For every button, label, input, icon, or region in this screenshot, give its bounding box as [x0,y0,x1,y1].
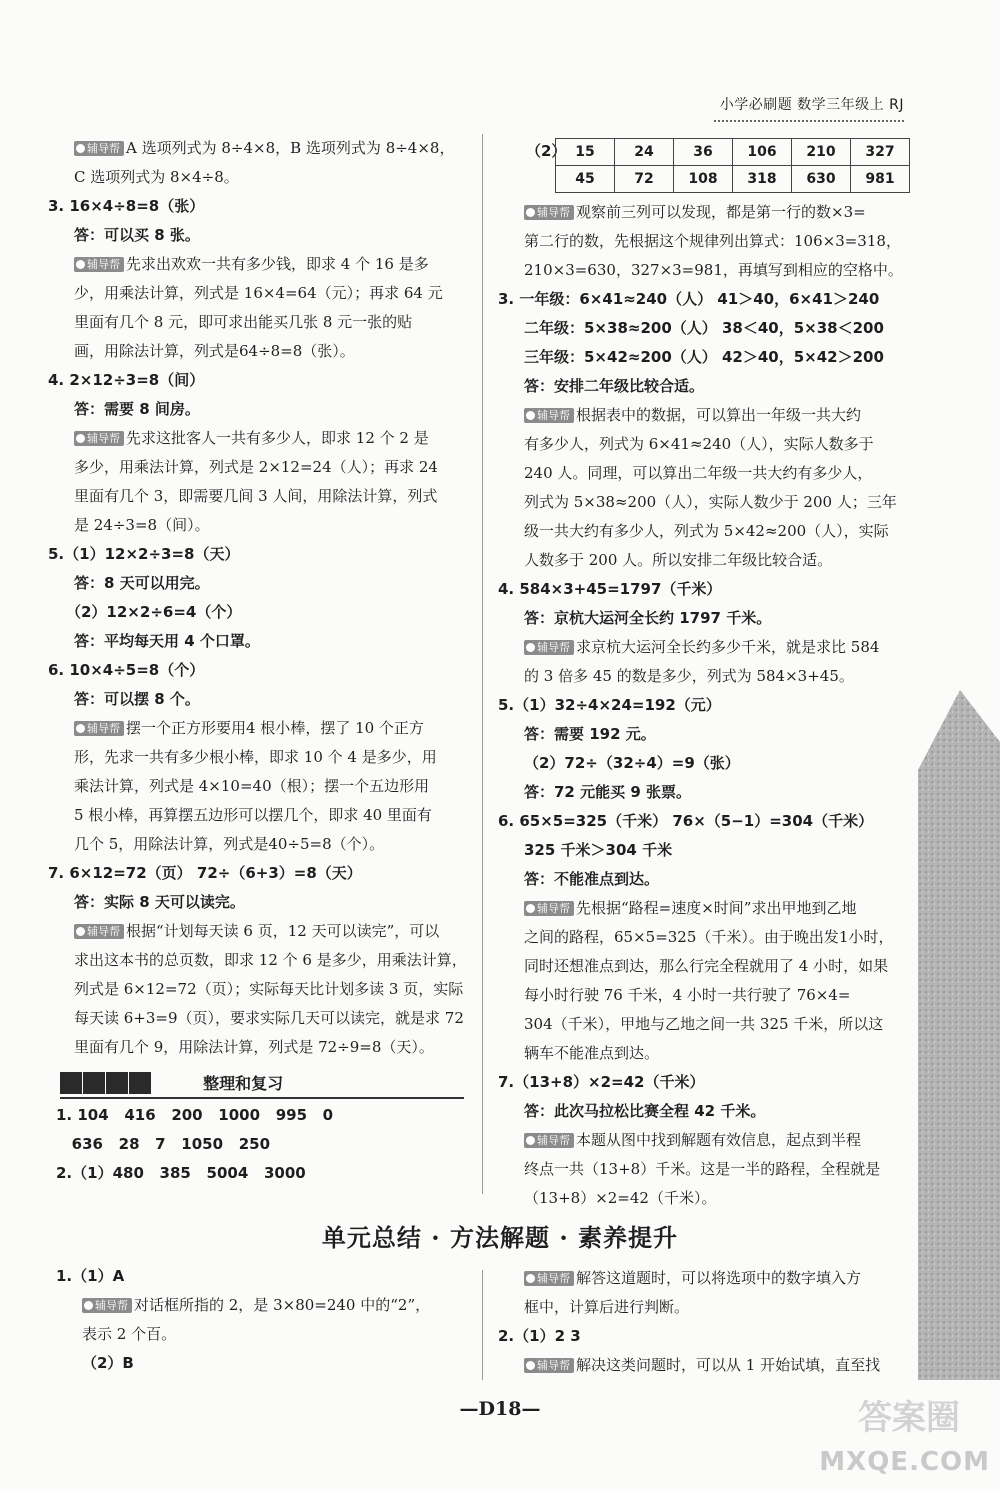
section-block-icon [83,1072,105,1094]
answer-line [498,604,910,633]
tutor-badge [524,408,574,423]
explanation-line [48,975,468,1004]
answer-line [48,656,468,685]
header-dotted-rule [714,120,904,122]
line-text: 乘法计算，列式是 4×10=40（根）；摆一个五边形用 [74,777,430,795]
line-text: 答：安排二年级比较合适。 [524,377,705,395]
tutor-badge [524,205,574,220]
line-text: 答：此次马拉松比赛全程 42 千米。 [524,1102,766,1120]
line-text: 之间的路程，65×5=325（千米）。由于晚出发1小时， [524,928,894,946]
section-rule [60,1097,464,1099]
explanation-line [498,227,910,256]
tutor-badge-label: 辅导帮 [537,1134,570,1147]
answer-line [498,778,910,807]
line-text: 列式为 5×38≈200（人），实际人数少于 200 人；三年 [524,493,897,511]
line-text: 3. 一年级：6×41≈240（人） 41＞40，6×41＞240 [498,290,880,308]
explanation-line [498,1039,910,1068]
tutor-badge-label: 辅导帮 [537,206,570,219]
explanation-line [48,830,468,859]
review-line: 1. 104 416 200 1000 995 0 [56,1106,334,1124]
line-text: C 选项列式为 8×4÷8。 [74,168,239,186]
answer-line [498,749,910,778]
line-text: 辆车不能准点到达。 [524,1044,660,1062]
answer-line [498,314,910,343]
tutor-badge [74,141,124,156]
line-text: 答：不能准点到达。 [524,870,660,888]
explanation-line [48,482,468,511]
explanation-line [48,511,468,540]
answer-line [48,366,468,395]
table-cell: 630 [792,166,851,193]
answer-line [48,888,468,917]
answer-line [498,1322,910,1351]
tutor-badge-label: 辅导帮 [537,641,570,654]
line-text: （2）12×2÷6=4（个） [66,603,242,621]
table-cell: 24 [615,139,674,166]
section-block-icon [60,1072,82,1094]
explanation-line [48,424,468,453]
answer-line [498,1097,910,1126]
line-text: 答：可以摆 8 个。 [74,690,200,708]
answer-line [498,691,910,720]
table-label: （2） [526,142,567,160]
line-text: 少，用乘法计算，列式是 16×4=64（元）；再求 64 元 [74,284,443,302]
line-text: 人数多于 200 人。所以安排二年级比较合适。 [524,551,833,569]
line-text: A 选项列式为 8÷4×8，B 选项列式为 8÷4×8， [126,139,455,157]
column-divider [482,134,483,1194]
explanation-line [498,952,910,981]
tutor-badge [82,1298,132,1313]
table-cell: 72 [615,166,674,193]
line-text: 答：可以买 8 张。 [74,226,200,244]
line-text: 答：需要 192 元。 [524,725,656,743]
table-cell: 36 [674,139,733,166]
line-text: 级一共大约有多少人，列式为 5×42≈200（人），实际 [524,522,889,540]
answer-line [498,285,910,314]
explanation-line [48,250,468,279]
answer-line [498,343,910,372]
tutor-badge-label: 辅导帮 [537,409,570,422]
line-text: 5.（1）32÷4×24=192（元） [498,696,721,714]
line-text: 每小时行驶 76 千米，4 小时一共行驶了 76×4= [524,986,851,1004]
bulb-icon [526,904,535,913]
line-text: 先求出欢欢一共有多少钱，即求 4 个 16 是多 [126,255,429,273]
line-text: 答：8 天可以用完。 [74,574,210,592]
tutor-badge-label: 辅导帮 [87,722,120,735]
answer-line [498,807,910,836]
table-row [556,166,910,193]
explanation-line [48,163,468,192]
answer-line [498,836,910,865]
answer-line [48,221,468,250]
bulb-icon [526,1361,535,1370]
answer-line [48,540,468,569]
tutor-badge [74,924,124,939]
table-cell: 108 [674,166,733,193]
line-text: 多少，用乘法计算，列式是 2×12=24（人）；再求 24 [74,458,438,476]
bulb-icon [76,927,85,936]
line-text: 答：实际 8 天可以读完。 [74,893,245,911]
line-text: 每天读 6+3=9（页），要求实际几天可以读完，就是求 72 [74,1009,464,1027]
answer-line [48,569,468,598]
line-text: 6. 65×5=325（千米） 76×（5−1）=304（千米） [498,812,874,830]
answer-line [48,627,468,656]
line-text: 摆一个正方形要用4 根小棒，摆了 10 个正方 [126,719,424,737]
line-text: 求京杭大运河全长约多少千米，就是求比 584 [576,638,880,656]
line-text: 求出这本书的总页数，即求 12 个 6 是多少，用乘法计算， [74,951,467,969]
line-text: 304（千米），甲地与乙地之间一共 325 千米，所以这 [524,1015,884,1033]
review-answers [56,1101,333,1188]
explanation-line [48,134,468,163]
bulb-icon [526,411,535,420]
explanation-line [48,279,468,308]
explanation-line [498,459,910,488]
line-text: 解决这类问题时，可以从 1 开始试填，直至找 [576,1356,881,1374]
tutor-badge-label: 辅导帮 [537,1359,570,1372]
explanation-line [498,517,910,546]
explanation-line [48,801,468,830]
line-text: （2）72÷（32÷4）=9（张） [524,754,740,772]
line-text: 210×3=630，327×3=981，再填写到相应的空格中。 [524,261,903,279]
line-text: 是 24÷3=8（间）。 [74,516,210,534]
explanation-line [498,1264,910,1293]
table-cell: 318 [733,166,792,193]
table-cell: 106 [733,139,792,166]
explanation-line [56,1291,476,1320]
line-text: 答：72 元能买 9 张票。 [524,783,691,801]
line-text: 5.（1）12×2÷3=8（天） [48,545,240,563]
line-text: 答：平均每天用 4 个口罩。 [74,632,260,650]
tutor-badge-label: 辅导帮 [87,258,120,271]
line-text: 第二行的数，先根据这个规律列出算式：106×3=318， [524,232,901,250]
bulb-icon [526,1274,535,1283]
line-text: 2.（1）2 3 [498,1327,581,1345]
section-block-icon [129,1072,151,1094]
explanation-line [48,714,468,743]
line-text: 终点一共（13+8）千米。这是一半的路程，全程就是 [524,1160,881,1178]
unit-summary-title: 单元总结 · 方法解题 · 素养提升 [321,1223,679,1252]
explanation-line [48,453,468,482]
bulb-icon [76,260,85,269]
explanation-line [48,772,468,801]
explanation-line [498,256,910,285]
line-text: 7.（13+8）×2=42（千米） [498,1073,705,1091]
tutor-badge-label: 辅导帮 [87,432,120,445]
line-text: 5 根小棒，再算摆五边形可以摆几个，即求 40 里面有 [74,806,432,824]
line-text: 解答这道题时，可以将选项中的数字填入方 [576,1269,862,1287]
explanation-line [48,917,468,946]
line-text: 列式是 6×12=72（页）；实际每天比计划多读 3 页，实际 [74,980,464,998]
line-text: 答：需要 8 间房。 [74,400,200,418]
tutor-badge [524,1133,574,1148]
tutor-badge [524,901,574,916]
line-text: 表示 2 个百。 [82,1325,177,1343]
explanation-line [48,337,468,366]
line-text: 本题从图中找到解题有效信息，起点到半程 [576,1131,862,1149]
answer-line [498,720,910,749]
tutor-badge [524,1358,574,1373]
tutor-badge [74,431,124,446]
right-column [498,198,910,1213]
line-text: 7. 6×12=72（页） 72÷（6+3）=8（天） [48,864,362,882]
line-text: 的 3 倍多 45 的数是多少，列式为 584×3+45。 [524,667,854,685]
line-text: 4. 584×3+45=1797（千米） [498,580,722,598]
explanation-line [48,1033,468,1062]
answer-line [48,685,468,714]
explanation-line [498,633,910,662]
explanation-line [498,662,910,691]
answer-line [48,192,468,221]
explanation-line [498,1184,910,1213]
answer-line [56,1262,476,1291]
line-text: 形，先求一共有多少根小棒，即求 10 个 4 是多少，用 [74,748,437,766]
bulb-icon [76,724,85,733]
bottom-left-column [56,1262,476,1378]
table-cell: 210 [792,139,851,166]
answer-line [498,865,910,894]
line-text: 画，用除法计算，列式是64÷8=8（张）。 [74,342,355,360]
explanation-line [498,198,910,227]
line-text: （13+8）×2=42（千米）。 [524,1189,717,1207]
tutor-badge-label: 辅导帮 [95,1299,128,1312]
explanation-line [498,923,910,952]
page-number: —D18— [459,1398,541,1420]
bulb-icon [76,144,85,153]
line-text: （2）B [82,1354,134,1372]
line-text: 1.（1）A [56,1267,125,1285]
bulb-icon [84,1301,93,1310]
line-text: 6. 10×4÷5=8（个） [48,661,205,679]
line-text: 二年级：5×38≈200（人） 38＜40，5×38＜200 [524,319,884,337]
table-cell: 15 [556,139,615,166]
line-text: 三年级：5×42≈200（人） 42＞40，5×42＞200 [524,348,884,366]
tutor-badge [524,640,574,655]
explanation-line [48,743,468,772]
tutor-badge-label: 辅导帮 [87,925,120,938]
line-text: 观察前三列可以发现，都是第一行的数×3= [576,203,866,221]
table-cell: 327 [851,139,910,166]
line-text: 几个 5，用除法计算，列式是40÷5=8（个）。 [74,835,385,853]
explanation-line [498,1126,910,1155]
line-text: 里面有几个 3，即需要几间 3 人间，用除法计算，列式 [74,487,438,505]
line-text: 根据“计划每天读 6 页，12 天可以读完”，可以 [126,922,440,940]
header-title: 小学必刷题 数学三年级上 RJ [719,97,904,113]
explanation-line [48,1004,468,1033]
tutor-badge-label: 辅导帮 [537,902,570,915]
table-cell: 45 [556,166,615,193]
line-text: 有多少人，列式为 6×41≈240（人），实际人数多于 [524,435,874,453]
table-row [556,139,910,166]
tutor-badge-label: 辅导帮 [537,1272,570,1285]
line-text: 3. 16×4÷8=8（张） [48,197,205,215]
section-block-icon [106,1072,128,1094]
answer-line [48,598,468,627]
line-text: 里面有几个 9，用除法计算，列式是 72÷9=8（天）。 [74,1038,434,1056]
line-text: 4. 2×12÷3=8（间） [48,371,205,389]
pencil-decoration-icon [918,690,1000,1384]
line-text: 240 人。同理，可以算出二年级一共大约有多少人， [524,464,873,482]
tutor-badge [74,721,124,736]
bulb-icon [76,434,85,443]
answer-line [498,575,910,604]
line-text: 先根据“路程=速度×时间”求出甲地到乙地 [576,899,857,917]
bottom-right-column [498,1264,910,1380]
explanation-line [498,488,910,517]
line-text: 根据表中的数据，可以算出一年级一共大约 [576,406,862,424]
explanation-line [498,1010,910,1039]
review-line: 636 28 7 1050 250 [56,1135,271,1153]
section-title: 整理和复习 [203,1074,284,1093]
explanation-line [56,1320,476,1349]
line-text: 里面有几个 8 元，即可求出能买几张 8 元一张的贴 [74,313,413,331]
explanation-line [498,1155,910,1184]
explanation-line [48,946,468,975]
bulb-icon [526,1136,535,1145]
explanation-line [498,401,910,430]
watermark-url: MXQE.COM [819,1447,990,1477]
line-text: 同时还想准点到达，那么行完全程就用了 4 小时，如果 [524,957,889,975]
tutor-badge [74,257,124,272]
explanation-line [498,546,910,575]
explanation-line [498,894,910,923]
explanation-line [498,981,910,1010]
review-line: 2.（1）480 385 5004 3000 [56,1164,306,1182]
answer-line [48,859,468,888]
bottom-divider [482,1270,483,1380]
table-cell: 981 [851,166,910,193]
line-text: 先求这批客人一共有多少人，即求 12 个 2 是 [126,429,429,447]
bulb-icon [526,643,535,652]
tutor-badge [524,1271,574,1286]
bulb-icon [526,208,535,217]
explanation-line [498,1293,910,1322]
section-header [60,1071,464,1095]
tutor-badge-label: 辅导帮 [87,142,120,155]
answer-line [498,372,910,401]
explanation-line [498,430,910,459]
line-text: 答：京杭大运河全长约 1797 千米。 [524,609,772,627]
line-text: 325 千米＞304 千米 [524,841,673,859]
line-text: 框中，计算后进行判断。 [524,1298,690,1316]
left-column [48,134,468,1062]
answer-line [56,1349,476,1378]
explanation-line [48,308,468,337]
answer-line [48,395,468,424]
watermark-logo: 答案圈 [858,1398,960,1438]
answer-table [555,138,910,193]
answer-line [498,1068,910,1097]
explanation-line [498,1351,910,1380]
line-text: 对话框所指的 2，是 3×80=240 中的“2”， [134,1296,431,1314]
